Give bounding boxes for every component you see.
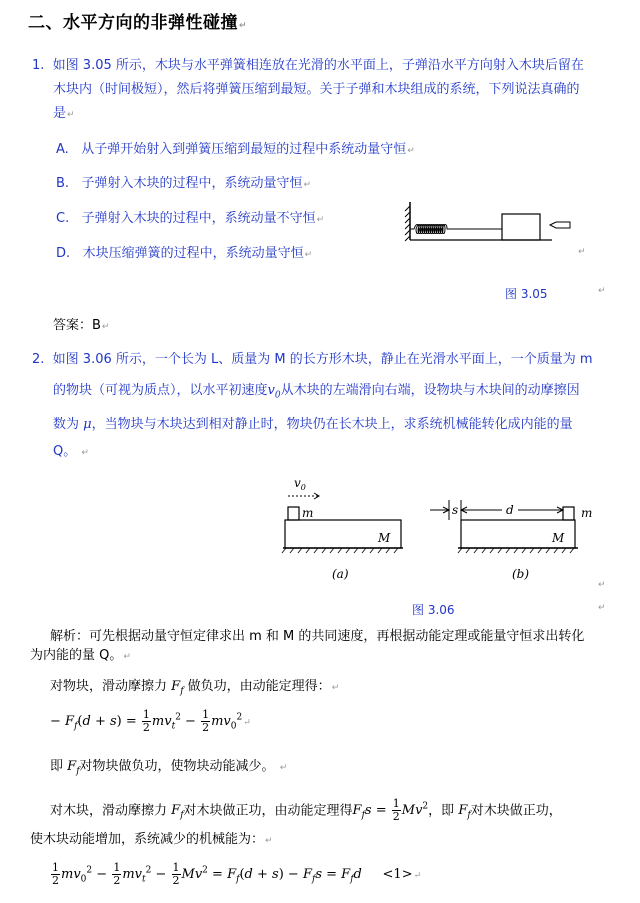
solution-p1 xyxy=(50,678,339,701)
option-text: 子弹射入木块的过程中，系统动量不守恒 xyxy=(81,211,316,226)
q2-line1 xyxy=(32,351,593,369)
figure-3-06-b xyxy=(428,490,603,585)
return-mark: ↵ xyxy=(413,871,422,881)
ff-symbol: $F_f$ xyxy=(171,679,184,697)
q2-text-4: Q。 xyxy=(53,444,77,459)
return-mark: ↵ xyxy=(101,322,110,332)
option-label: C. xyxy=(56,211,70,226)
fraction-half: $\frac{1}{2}$ xyxy=(392,797,400,824)
subfigure-a-label: (a) xyxy=(332,567,349,581)
return-mark: ↵ xyxy=(239,21,248,31)
solution-p3b-text: 对木块做正功，由动能定理得 xyxy=(183,803,353,819)
d-label: d xyxy=(506,503,514,517)
option-label: A. xyxy=(56,142,69,157)
q2-text-3a: 数为 xyxy=(53,417,80,432)
fraction-half: $\frac{1}{2}$ xyxy=(172,861,180,887)
return-mark: ↵ xyxy=(303,180,312,190)
equation-2: $\frac{1}{2}$ $mv_0^2$ − $\frac{1}{2}$ $mv_t^2$ − $\frac{1}{2}$ $Mv^2 = F_f(d + s) - F_fs = F_fd$ <1>↵ xyxy=(52,861,422,887)
solution-p2b-text: 对物块做负功，使物块动能减少。 xyxy=(79,759,275,774)
return-mark: ↵ xyxy=(67,110,75,120)
equation-tag: <1> xyxy=(382,867,413,882)
option-text: 子弹射入木块的过程中，系统动量守恒 xyxy=(81,176,303,191)
figure-caption-text: 图 3.06 xyxy=(412,603,455,617)
figure-3-05-caption xyxy=(505,285,548,302)
solution-p2 xyxy=(50,758,287,781)
block xyxy=(502,214,540,240)
ff-symbol: $F_f$ xyxy=(458,803,471,821)
fraction-half: $\frac{1}{2}$ xyxy=(202,708,210,734)
q1-option-b xyxy=(56,175,311,194)
section-heading-text: 二、水平方向的非弹性碰撞 xyxy=(28,13,238,33)
solution-p3: 对木块，滑动摩擦力 $F_f$对木块做正功，由动能定理得$F_fs$ = $\frac{1}{2}$ Mv$^2$，即 $F_f$对木块做正功， xyxy=(50,797,562,824)
return-mark: ↵ xyxy=(578,247,586,257)
return-mark: ↵ xyxy=(304,250,313,260)
return-mark: ↵ xyxy=(123,652,131,662)
solution-intro-line2 xyxy=(30,647,131,666)
return-mark: ↵ xyxy=(598,603,606,613)
solution-intro-text-1: 解析：可先根据动量守恒定律求出 m 和 M 的共同速度，再根据动能定理或能量守恒求出转化 xyxy=(50,629,585,644)
small-block-m xyxy=(288,507,299,520)
equation-1: − $F_f(d + s)$ = $\frac{1}{2}$ $mv_t^2$ − $\frac{1}{2}$ $mv_0^2↵$ xyxy=(50,708,251,734)
v0-label: $v_0$ xyxy=(294,476,306,492)
ff-symbol: $F_f$ xyxy=(67,759,80,777)
small-block-m xyxy=(563,507,574,520)
option-label: D. xyxy=(56,246,71,261)
solution-p2a-text: 即 xyxy=(50,759,64,774)
return-mark: ↵ xyxy=(331,683,340,693)
return-mark: ↵ xyxy=(598,286,606,296)
spring xyxy=(410,225,502,234)
M-label: M xyxy=(378,531,391,545)
solution-intro-line1 xyxy=(50,628,584,646)
return-mark: ↵ xyxy=(407,146,415,156)
bullet xyxy=(550,222,570,228)
figure-3-06-caption xyxy=(412,601,455,618)
answer-text: 答案：B xyxy=(53,318,101,333)
solution-p3a-text: 对木块，滑动摩擦力 xyxy=(50,803,168,819)
subfigure-b-label: (b) xyxy=(512,567,530,581)
option-text: 从子弹开始射入到弹簧压缩到最短的过程中系统动量守恒 xyxy=(81,142,407,157)
solution-p1b-text: 做负功，由动能定理得： xyxy=(187,679,331,694)
m-label: m xyxy=(302,506,314,520)
q2-line3 xyxy=(53,416,573,434)
q1-option-c xyxy=(56,210,324,229)
return-mark: ↵ xyxy=(243,718,251,728)
q1-number: 1. xyxy=(32,58,45,73)
q2-number: 2. xyxy=(32,352,45,367)
return-mark: ↵ xyxy=(598,580,606,590)
figure-3-06-a xyxy=(280,474,410,584)
q1-stem-line1 xyxy=(32,57,584,75)
return-mark: ↵ xyxy=(81,448,89,458)
q1-option-a xyxy=(56,141,415,160)
q2-text-3b: ，当物块与木块达到相对静止时，物块仍在长木块上，求系统机械能转化成内能的量 xyxy=(91,417,573,432)
s-label: s xyxy=(452,503,459,517)
q2-text-2b: 从木块的左端滑向右端，设物块与木块间的动摩擦因 xyxy=(280,383,580,398)
v0-symbol: $v_0$ xyxy=(267,383,281,401)
solution-intro-text-2: 为内能的量 Q。 xyxy=(30,648,123,663)
q2-text-1: 如图 3.06 所示，一个长为 L、质量为 M 的长方形木块，静止在光滑水平面上，一个质量为 m xyxy=(52,352,593,367)
q1-stem-text-2: 木块内（时间极短），然后将弹簧压缩到最短。关于子弹和木块组成的系统，下列说法真确的 xyxy=(53,82,580,97)
option-text: 木块压缩弹簧的过程中，系统动量守恒 xyxy=(82,246,304,261)
q2-text-2a: 的物块（可视为质点），以水平初速度 xyxy=(53,383,268,398)
figure-3-05-spring-block xyxy=(402,198,582,248)
solution-p4-text: 使木块动能增加，系统减少的机械能为： xyxy=(30,832,265,847)
figure-caption-text: 图 3.05 xyxy=(505,287,548,301)
q1-stem-line2 xyxy=(53,81,580,99)
return-mark: ↵ xyxy=(316,215,325,225)
fraction-half: $\frac{1}{2}$ xyxy=(113,861,121,887)
q1-option-d xyxy=(56,245,312,264)
fraction-half: $\frac{1}{2}$ xyxy=(52,861,59,887)
q2-line2 xyxy=(53,382,580,405)
m-label: m xyxy=(581,506,593,520)
solution-p3d-text: 对木块做正功， xyxy=(470,803,562,819)
q1-answer xyxy=(53,317,109,336)
fraction-half: $\frac{1}{2}$ xyxy=(142,708,150,734)
section-heading xyxy=(28,8,247,33)
q1-stem-text-1: 如图 3.05 所示，木块与水平弹簧相连放在光滑的水平面上，子弹沿水平方向射入木块后留在 xyxy=(52,58,584,73)
return-mark: ↵ xyxy=(265,836,273,846)
solution-p4 xyxy=(30,831,273,850)
solution-p1-text: 对物块，滑动摩擦力 xyxy=(50,679,168,694)
q1-stem-line3 xyxy=(53,105,75,124)
q1-stem-text-3: 是 xyxy=(53,106,67,121)
ff-symbol: $F_f$ xyxy=(171,803,184,821)
return-mark: ↵ xyxy=(279,763,288,773)
M-label: M xyxy=(552,531,565,545)
option-label: B. xyxy=(56,176,70,191)
mu-symbol: μ xyxy=(83,417,92,432)
solution-p3c-text: ，即 xyxy=(428,803,455,819)
q2-line4 xyxy=(53,443,89,462)
